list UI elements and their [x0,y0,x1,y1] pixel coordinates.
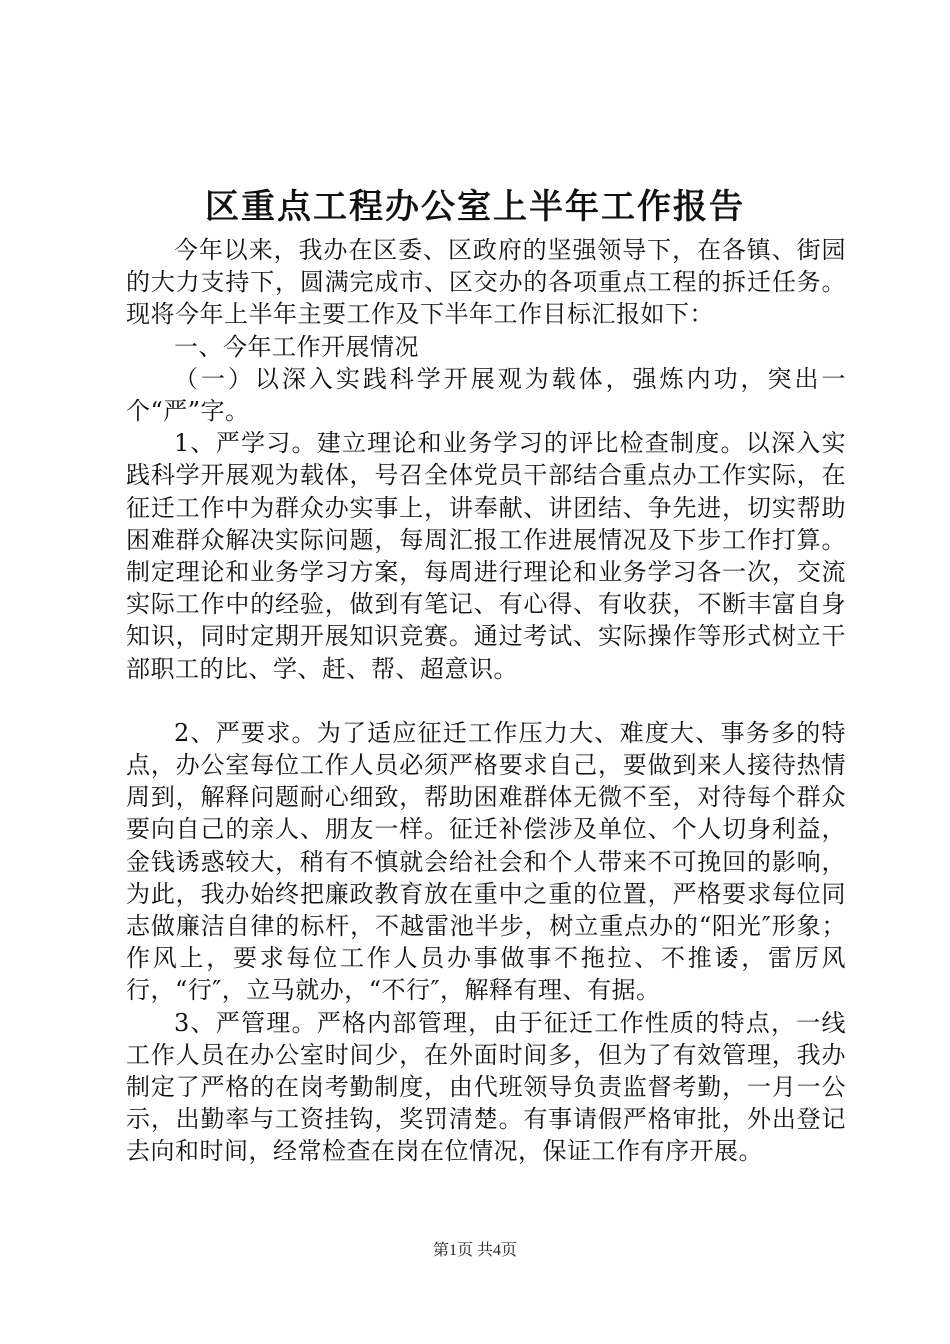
page-number-footer: 第1页 共4页 [432,1242,517,1259]
paragraph-intro: 今年以来，我办在区委、区政府的坚强领导下，在各镇、街园的大力支持下，圆满完成市、区交办的各项重点工程的拆迁任务。现将今年上半年主要工作及下半年工作目标汇报如下： [126,236,846,329]
document-body [126,234,846,1168]
paragraph-strict-requirements: 2、严要求。为了适应征迁工作压力大、难度大、事务多的特点，办公室每位工作人员必须严格要求自己，要做到来人接待热情周到，解释问题耐心细致，帮助困难群体无微不至，对待每个群众要向自己的亲人、朋友一样。征迁补偿涉及单位、个人切身利益，金钱诱惑较大，稍有不慎就会给社会和个人带来不可挽回的影响，为此，我办始终把廉政教育放在重中之重的位置，严格要求每位同志做廉洁自律的标杆，不越雷池半步，树立重点办的“阳光″形象；作风上，要求每位工作人员办事做事不拖拉、不推诿，雷厉风行，“行″，立马就办，“不行″，解释有理、有据。 [126,718,846,1005]
subsection-heading: （一）以深入实践科学开展观为载体，强炼内功，突出一个“严”字。 [126,364,846,426]
paragraph-strict-study: 1、严学习。建立理论和业务学习的评比检查制度。以深入实践科学开展观为载体，号召全体党员干部结合重点办工作实际，在征迁工作中为群众办实事上，讲奉献、讲团结、争先进，切实帮助困难群众解决实际问题，每周汇报工作进展情况及下步工作打算。制定理论和业务学习方案，每周进行理论和业务学习各一次，交流实际工作中的经验，做到有笔记、有心得、有收获，不断丰富自身知识，同时定期开展知识竞赛。通过考试、实际操作等形式树立干部职工的比、学、赶、帮、超意识。 [126,429,846,683]
paragraph-strict-management: 3、严管理。严格内部管理，由于征迁工作性质的特点，一线工作人员在办公室时间少，在外面时间多，但为了有效管理，我办制定了严格的在岗考勤制度，由代班领导负责监督考勤，一月一公示，出勤率与工资挂钩，奖罚清楚。有事请假严格审批，外出登记去向和时间，经常检查在岗在位情况，保证工作有序开展。 [126,1008,846,1166]
page-title: 区重点工程办公室上半年工作报告 [205,187,745,227]
section-heading: 一、今年工作开展情况 [174,332,419,361]
